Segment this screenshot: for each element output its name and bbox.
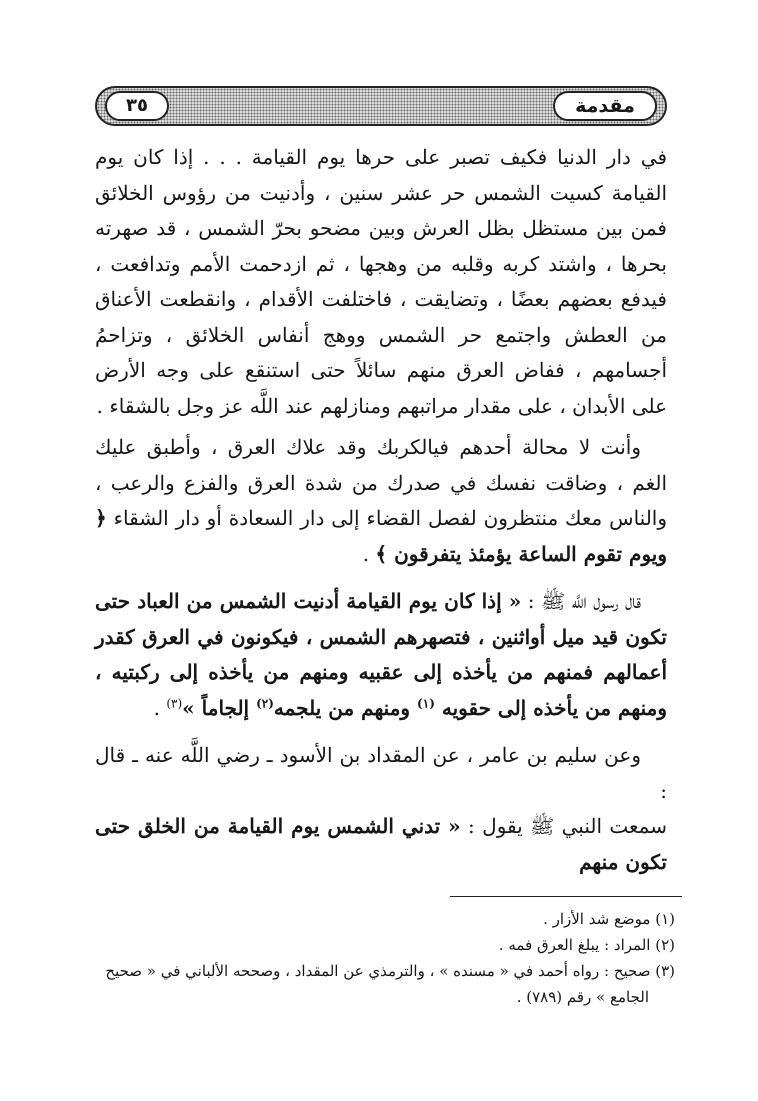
quran-verse: ﴿ ويوم تقوم الساعة يؤمئذ يتفرقون ﴾ (95, 506, 667, 566)
paragraph-2 (95, 430, 667, 572)
body-text (95, 140, 667, 880)
page-number-text: ٣٥ (126, 95, 148, 116)
footnote-3-continued: الجامع » رقم (٧٨٩) . (516, 988, 649, 1006)
paragraph-2-end: . (362, 541, 376, 566)
footnotes (95, 906, 675, 1010)
footnote-ref-2: (٢) (256, 695, 274, 710)
hadith-2-text: « تدني الشمس يوم القيامة من الخلق حتى تكون منهم (95, 814, 667, 874)
footnote-2: (٢) المراد : يبلغ العرق فمه . (498, 936, 675, 954)
hadith-intro: قال رسول اللَّه ﷺ : (521, 589, 641, 613)
footnote-ref-1: (١) (417, 695, 435, 710)
hadith-part-2: ومنهم من يلجمه (273, 695, 418, 720)
chapter-title-box (553, 91, 657, 121)
footnote-ref-3: (٣) (166, 695, 183, 710)
paragraph-1: في دار الدنيا فكيف تصبر على حرها يوم القيامة . . . إذا كان يوم القيامة كسيت الشمس حر عشر سنين ، وأدنيت من رؤوس الخلائق فمن بين مستظل بظل العرش وبين مضحو بحرّ الشمس ، قد صهرته بحرها ، واشتد كربه وقلبه من وهجها ، ثم ازدحمت الأمم وتدافعت ، فيدفع بعضهم بعضًا ، وتضايقت ، فاختلفت الأقدام ، وانقطعت الأعناق من العطش واجتمع حر الشمس ووهج أنفاس الخلائق ، وتزاحمُ أجسامهم ، ففاض العرق منهم سائلاً حتى استنقع على وجه الأرض على الأبدان ، على مقدار مراتبهم ومنازلهم عند اللَّه عز وجل بالشقاء . (95, 145, 668, 418)
hadith-2-intro: سمعت النبي ﷺ يقول : (460, 814, 667, 838)
hadith-part-1: « إذا كان يوم القيامة أدنيت الشمس من العباد حتى تكون قيد ميل أواثنين ، فتصهرهم الشمس ، فيكونون في العرق كقدر أعمالهم فمنهم من يأخذه إلى عقبيه ومنهم من يأخذه إلى ركبتيه ، ومنهم من يأخذه إلى حقويه (95, 589, 667, 720)
paragraph-4-line-2 (95, 809, 667, 880)
footnote-3: (٣) صحيح : رواه أحمد في « مسنده » ، والترمذي عن المقداد ، وصححه الألباني في « صحيح (105, 962, 675, 980)
footnote-divider (450, 896, 682, 897)
paragraph-3-end: . (153, 695, 167, 720)
chapter-title: مقدمة (575, 95, 635, 117)
page-number (105, 91, 169, 121)
hadith-part-3: إلجاماً » (182, 695, 257, 720)
page-header (95, 86, 667, 126)
footnote-1: (١) موضع شد الأزار . (543, 910, 675, 928)
paragraph-4-line-1: وعن سليم بن عامر ، عن المقداد بن الأسود ـ رضي اللَّه عنه ـ قال : (95, 743, 667, 803)
paragraph-2-text: وأنت لا محالة أحدهم فيالكربك وقد علاك العرق ، وأطبق عليك الغم ، وضاقت نفسك في صدرك من شدة العرق والفزع والرعب ، والناس معك منتظرون لفصل القضاء إلى دار السعادة أو دار الشقاء (95, 435, 668, 530)
paragraph-3 (95, 584, 667, 726)
